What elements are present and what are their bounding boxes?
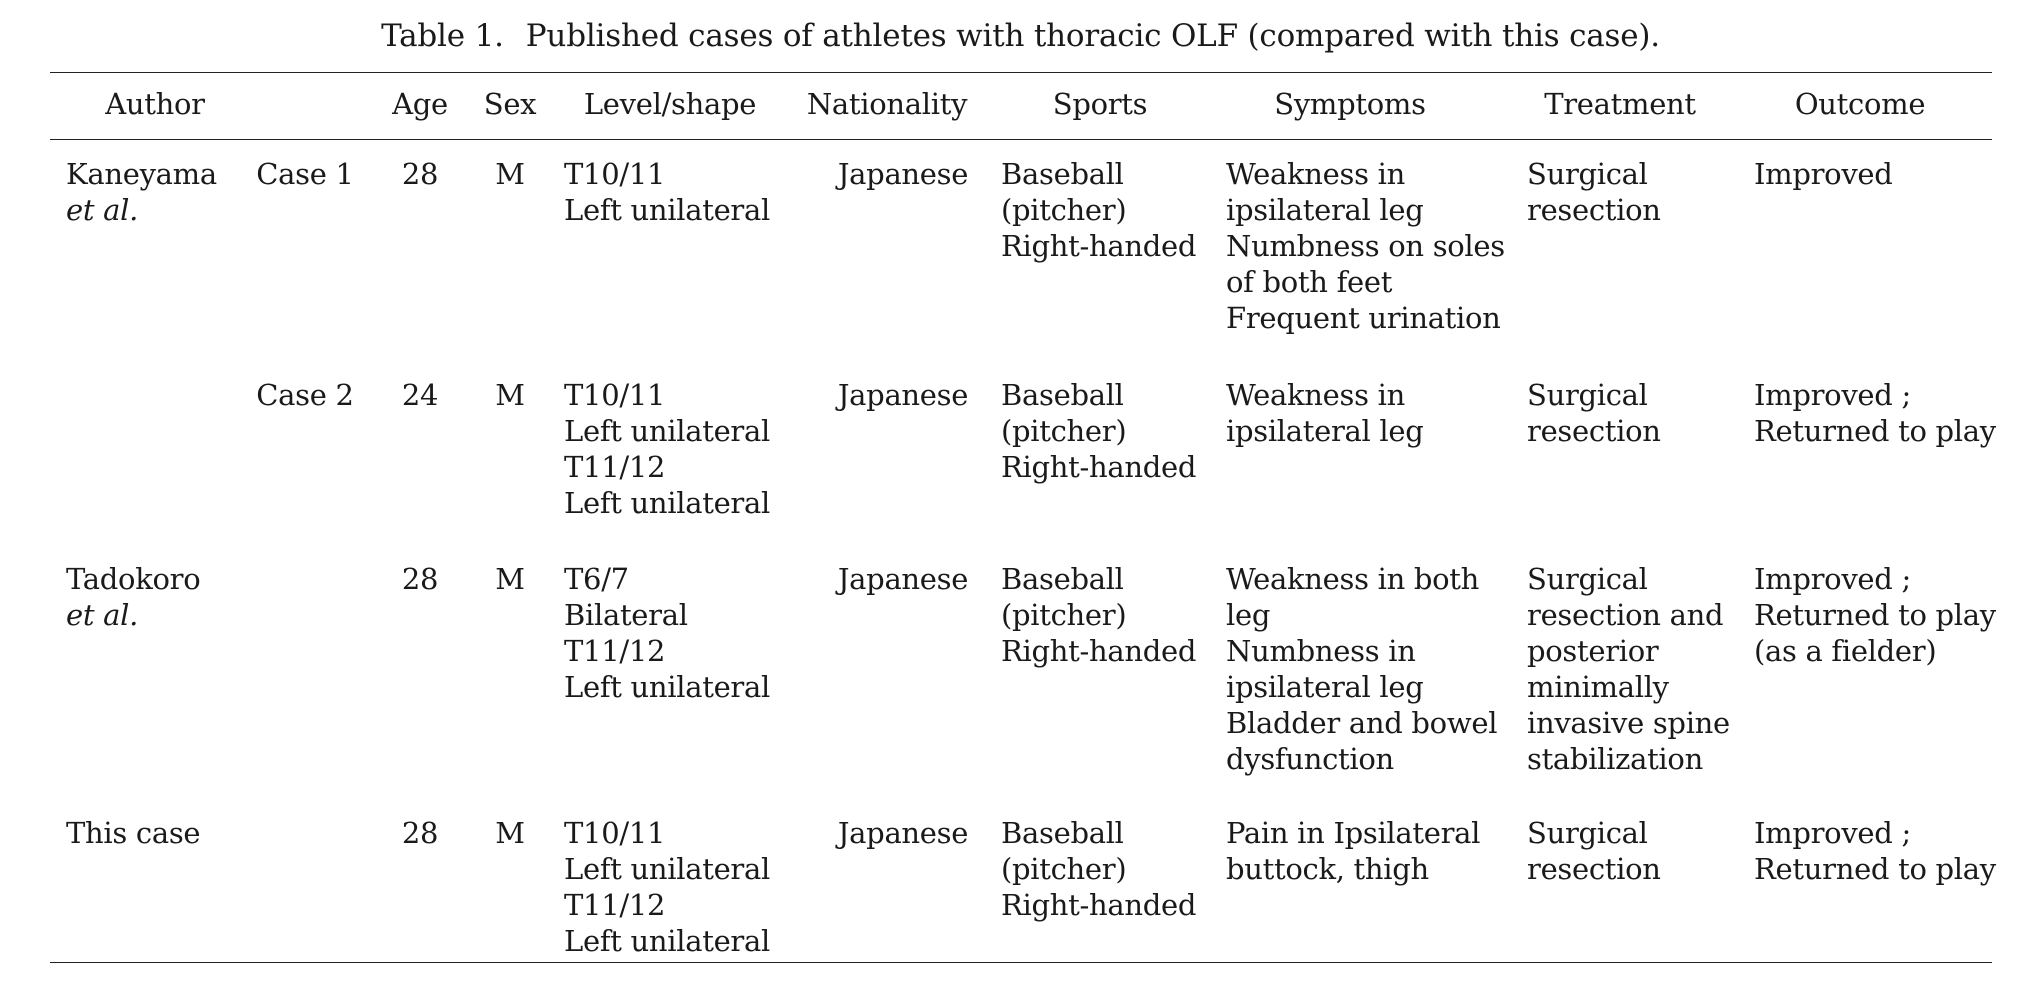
symptoms-line: Weakness in both — [1226, 562, 1480, 596]
symptoms-line: leg — [1226, 598, 1271, 632]
header-treatment: Treatment — [1544, 87, 1696, 121]
outcome-line: Returned to play — [1754, 852, 1996, 886]
sports-line: Right-handed — [1001, 888, 1197, 922]
cell-case: Case 2 — [256, 378, 354, 412]
treatment-line: resection — [1527, 852, 1661, 886]
outcome-line: Improved ; — [1754, 816, 1911, 850]
cell-level-shape — [564, 815, 770, 959]
top-rule — [50, 72, 1992, 73]
symptoms-line: ipsilateral leg — [1226, 670, 1424, 704]
cell-nationality: Japanese — [837, 378, 969, 412]
cell-treatment — [1527, 561, 1730, 777]
level-line: T11/12 — [564, 634, 666, 668]
cell-nationality: Japanese — [837, 157, 969, 191]
cell-sports — [1001, 156, 1196, 264]
caption-number: Table 1. — [381, 18, 504, 54]
header-author: Author — [105, 87, 205, 121]
cell-sex: M — [495, 378, 525, 412]
cell-author — [66, 815, 200, 851]
header-nationality: Nationality — [806, 87, 968, 121]
cell-age: 28 — [401, 157, 439, 191]
symptoms-line: ipsilateral leg — [1226, 414, 1424, 448]
header-symptoms: Symptoms — [1274, 87, 1426, 121]
sports-line: (pitcher) — [1001, 414, 1127, 448]
treatment-line: minimally — [1527, 670, 1669, 704]
treatment-line: resection — [1527, 414, 1661, 448]
level-line: Left unilateral — [564, 486, 770, 520]
cell-treatment — [1527, 377, 1661, 449]
symptoms-line: dysfunction — [1226, 742, 1394, 776]
cell-symptoms — [1226, 561, 1497, 777]
table-caption — [0, 16, 2041, 56]
sports-line: Right-handed — [1001, 229, 1197, 263]
outcome-line: (as a fielder) — [1754, 634, 1937, 668]
author-suffix: et al. — [66, 193, 139, 227]
cell-author — [66, 561, 200, 633]
header-rule — [50, 139, 1992, 140]
cell-nationality: Japanese — [837, 562, 969, 596]
author-name: Tadokoro — [66, 562, 201, 596]
cell-sports — [1001, 815, 1196, 923]
level-line: T10/11 — [564, 378, 666, 412]
cell-sports — [1001, 377, 1196, 485]
sports-line: (pitcher) — [1001, 193, 1127, 227]
symptoms-line: Weakness in — [1226, 378, 1405, 412]
symptoms-line: Pain in Ipsilateral — [1226, 816, 1481, 850]
level-line: Left unilateral — [564, 670, 770, 704]
header-sports: Sports — [1052, 87, 1148, 121]
cell-age: 28 — [401, 816, 439, 850]
cell-author — [66, 156, 217, 228]
symptoms-line: buttock, thigh — [1226, 852, 1429, 886]
header-level-shape: Level/shape — [583, 87, 757, 121]
cell-level-shape — [564, 561, 770, 705]
level-line: Left unilateral — [564, 924, 770, 958]
author-name: Kaneyama — [66, 157, 217, 191]
cell-symptoms — [1226, 815, 1480, 887]
symptoms-line: of both feet — [1226, 265, 1393, 299]
outcome-line: Returned to play — [1754, 414, 1996, 448]
treatment-line: stabilization — [1527, 742, 1703, 776]
level-line: T10/11 — [564, 816, 666, 850]
level-line: Left unilateral — [564, 193, 770, 227]
cell-symptoms — [1226, 377, 1424, 449]
cell-outcome — [1754, 377, 1996, 449]
cell-sports — [1001, 561, 1196, 669]
bottom-rule — [50, 962, 1992, 963]
author-name: This case — [66, 816, 201, 850]
cell-sex: M — [495, 562, 525, 596]
treatment-line: Surgical — [1527, 157, 1648, 191]
outcome-line: Improved ; — [1754, 562, 1911, 596]
treatment-line: invasive spine — [1527, 706, 1730, 740]
cell-treatment — [1527, 156, 1661, 228]
outcome-line: Improved ; — [1754, 378, 1911, 412]
sports-line: Baseball — [1001, 157, 1124, 191]
sports-line: Right-handed — [1001, 450, 1197, 484]
symptoms-line: Bladder and bowel — [1226, 706, 1498, 740]
outcome-line: Improved — [1754, 157, 1893, 191]
sports-line: Baseball — [1001, 562, 1124, 596]
symptoms-line: ipsilateral leg — [1226, 193, 1424, 227]
header-outcome: Outcome — [1794, 87, 1926, 121]
treatment-line: posterior — [1527, 634, 1659, 668]
treatment-line: Surgical — [1527, 816, 1648, 850]
header-sex: Sex — [483, 87, 537, 121]
symptoms-line: Frequent urination — [1226, 301, 1501, 335]
sports-line: Baseball — [1001, 816, 1124, 850]
level-line: T10/11 — [564, 157, 666, 191]
cell-outcome — [1754, 156, 1893, 192]
level-line: Bilateral — [564, 598, 688, 632]
treatment-line: resection and — [1527, 598, 1724, 632]
level-line: Left unilateral — [564, 852, 770, 886]
sports-line: Right-handed — [1001, 634, 1197, 668]
cell-case: Case 1 — [256, 157, 354, 191]
symptoms-line: Weakness in — [1226, 157, 1405, 191]
cell-treatment — [1527, 815, 1661, 887]
level-line: T6/7 — [564, 562, 629, 596]
treatment-line: Surgical — [1527, 562, 1648, 596]
cell-level-shape — [564, 156, 770, 228]
sports-line: Baseball — [1001, 378, 1124, 412]
cell-sex: M — [495, 816, 525, 850]
treatment-line: resection — [1527, 193, 1661, 227]
sports-line: (pitcher) — [1001, 852, 1127, 886]
cell-level-shape — [564, 377, 770, 521]
symptoms-line: Numbness on soles — [1226, 229, 1505, 263]
level-line: Left unilateral — [564, 414, 770, 448]
caption-text: Published cases of athletes with thoracic OLF (compared with this case). — [525, 18, 1660, 54]
outcome-line: Returned to play — [1754, 598, 1996, 632]
header-age: Age — [392, 87, 448, 121]
sports-line: (pitcher) — [1001, 598, 1127, 632]
cell-outcome — [1754, 815, 1996, 887]
level-line: T11/12 — [564, 450, 666, 484]
cell-outcome — [1754, 561, 1996, 669]
cell-symptoms — [1226, 156, 1505, 336]
cell-age: 28 — [401, 562, 439, 596]
cell-nationality: Japanese — [837, 816, 969, 850]
level-line: T11/12 — [564, 888, 666, 922]
cell-sex: M — [495, 157, 525, 191]
cell-age: 24 — [401, 378, 439, 412]
treatment-line: Surgical — [1527, 378, 1648, 412]
author-suffix: et al. — [66, 598, 139, 632]
symptoms-line: Numbness in — [1226, 634, 1416, 668]
